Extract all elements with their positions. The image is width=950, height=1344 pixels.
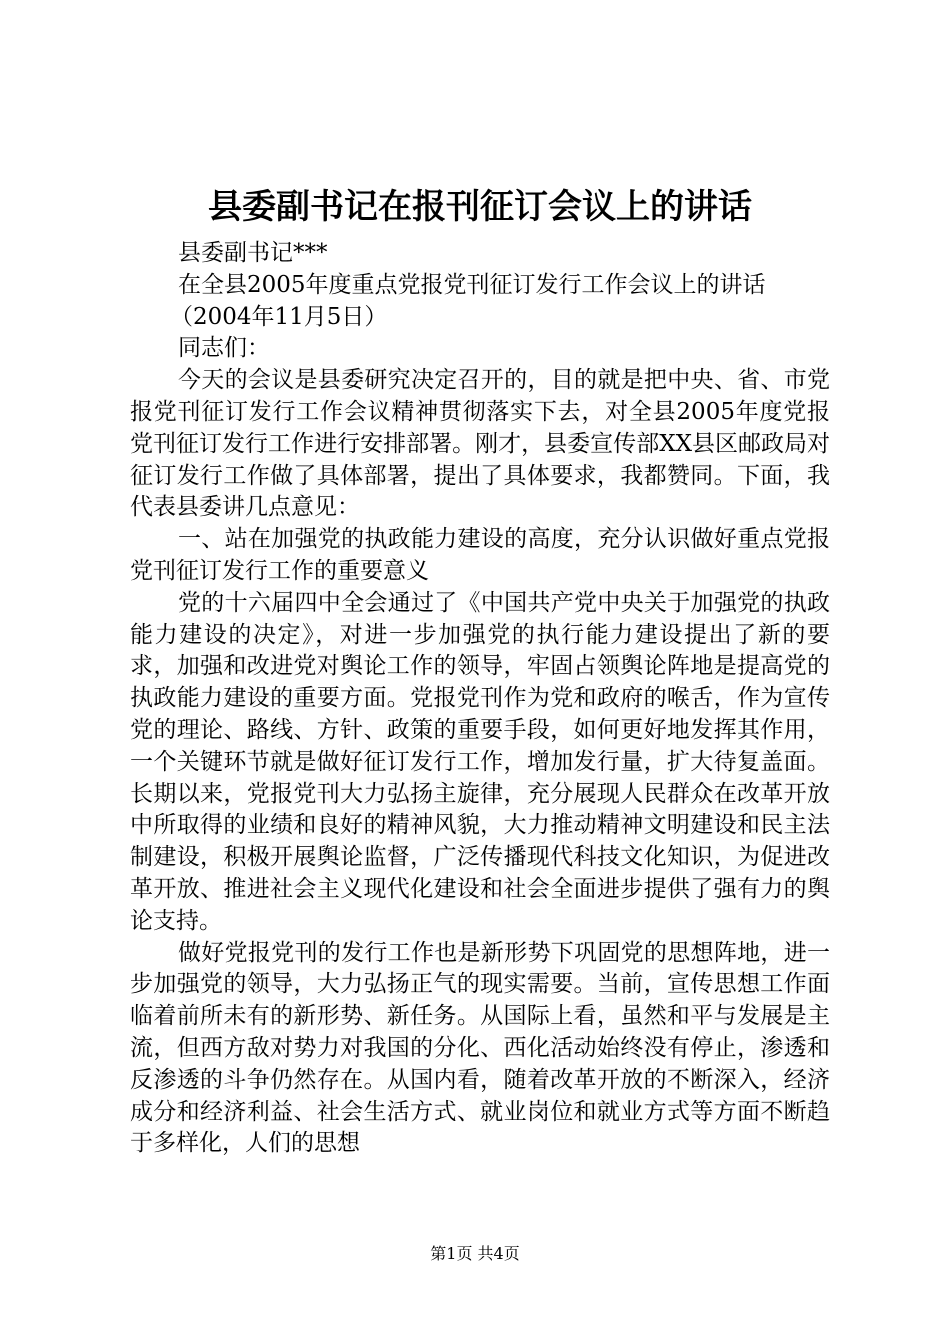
body-paragraph: 今天的会议是县委研究决定召开的，目的就是把中央、省、市党报党刊征订发行工作会议精神贯彻落实下去，对全县2005年度党报党刊征订发行工作进行安排部署。刚才，县委宣传部XX县区邮政局对征订发行工作做了具体部署，提出了具体要求，我都赞同。下面，我代表县委讲几点意见： — [130, 367, 830, 521]
salutation-line: 同志们： — [178, 335, 270, 362]
section-heading: 一、站在加强党的执政能力建设的高度，充分认识做好重点党报党刊征订发行工作的重要意义 — [130, 526, 830, 584]
page-footer — [0, 1243, 950, 1265]
occasion-line: 在全县2005年度重点党报党刊征订发行工作会议上的讲话 — [178, 271, 766, 298]
document-title: 县委副书记在报刊征订会议上的讲话 — [208, 187, 752, 227]
body-paragraph: 做好党报党刊的发行工作也是新形势下巩固党的思想阵地，进一步加强党的领导，大力弘扬正气的现实需要。当前，宣传思想工作面临着前所未有的新形势、新任务。从国际上看，虽然和平与发展是主流，但西方敌对势力对我国的分化、西化活动始终没有停止，渗透和反渗透的斗争仍然存在。从国内看，随着改革开放的不断深入，经济成分和经济利益、社会生活方式、就业岗位和就业方式等方面不断趋于多样化，人们的思想 — [130, 939, 830, 1157]
document-page — [130, 178, 830, 1160]
body-paragraph: 党的十六届四中全会通过了《中国共产党中央关于加强党的执政能力建设的决定》，对进一步加强党的执行能力建设提出了新的要求，加强和改进党对舆论工作的领导，牢固占领舆论阵地是提高党的执政能力建设的重要方面。党报党刊作为党和政府的喉舌，作为宣传党的理论、路线、方针、政策的重要手段，如何更好地发挥其作用，一个关键环节就是做好征订发行工作，增加发行量，扩大待复盖面。长期以来，党报党刊大力弘扬主旋律，充分展现人民群众在改革开放中所取得的业绩和良好的精神风貌，大力推动精神文明建设和民主法制建设，积极开展舆论监督，广泛传播现代科技文化知识，为促进改革开放、推进社会主义现代化建设和社会全面进步提供了强有力的舆论支持。 — [130, 589, 830, 934]
header-block — [130, 238, 830, 365]
speaker-line: 县委副书记*** — [178, 240, 328, 266]
date-line: （2004年11月5日） — [170, 303, 388, 330]
page-indicator: 第1页 共4页 — [430, 1244, 520, 1263]
